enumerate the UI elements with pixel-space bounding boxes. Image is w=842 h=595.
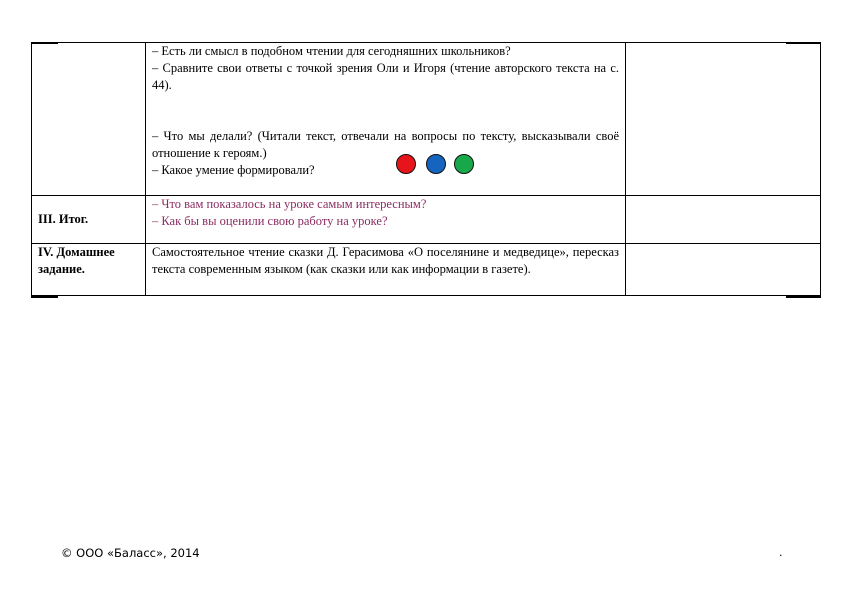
- stage-cell: III. Итог.: [32, 196, 146, 244]
- notes-cell: [626, 196, 821, 244]
- content-cell: [146, 196, 626, 244]
- content-cell: Самостоятельное чтение сказки Д. Герасимова «О поселянине и медведице», пересказ текста современным языком (как сказки или как информации в газете).: [146, 244, 626, 296]
- corner-mark: [31, 42, 58, 44]
- green-circle-icon: [454, 154, 474, 174]
- notes-cell: [626, 244, 821, 296]
- blue-circle-icon: [426, 154, 446, 174]
- question-line: – Какое умение формировали?: [152, 163, 315, 177]
- stage-cell: IV. Домашнее задание.: [32, 244, 146, 296]
- table-row: [32, 196, 821, 244]
- copyright-footer: © ООО «Баласс», 2014: [61, 546, 200, 560]
- question-line: – Что мы делали? (Читали текст, отвечали на вопросы по тексту, высказывали своё отношение к героям.): [152, 129, 619, 160]
- question-line: – Что вам показалось на уроке самым интересным?: [152, 197, 427, 211]
- corner-mark: [31, 296, 58, 298]
- question-line: – Как бы вы оценили свою работу на уроке?: [152, 214, 388, 228]
- stage-cell: [32, 43, 146, 196]
- content-cell: [146, 43, 626, 196]
- table-row: [32, 244, 821, 296]
- question-line: – Есть ли смысл в подобном чтении для сегодняшних школьников?: [152, 44, 511, 58]
- corner-mark: [786, 296, 821, 298]
- page-mark: .: [779, 546, 783, 559]
- color-dots: [396, 154, 476, 174]
- question-line: – Сравните свои ответы с точкой зрения Оли и Игоря (чтение авторского текста на с. 44).: [152, 61, 619, 92]
- corner-mark: [786, 42, 821, 44]
- notes-cell: [626, 43, 821, 196]
- red-circle-icon: [396, 154, 416, 174]
